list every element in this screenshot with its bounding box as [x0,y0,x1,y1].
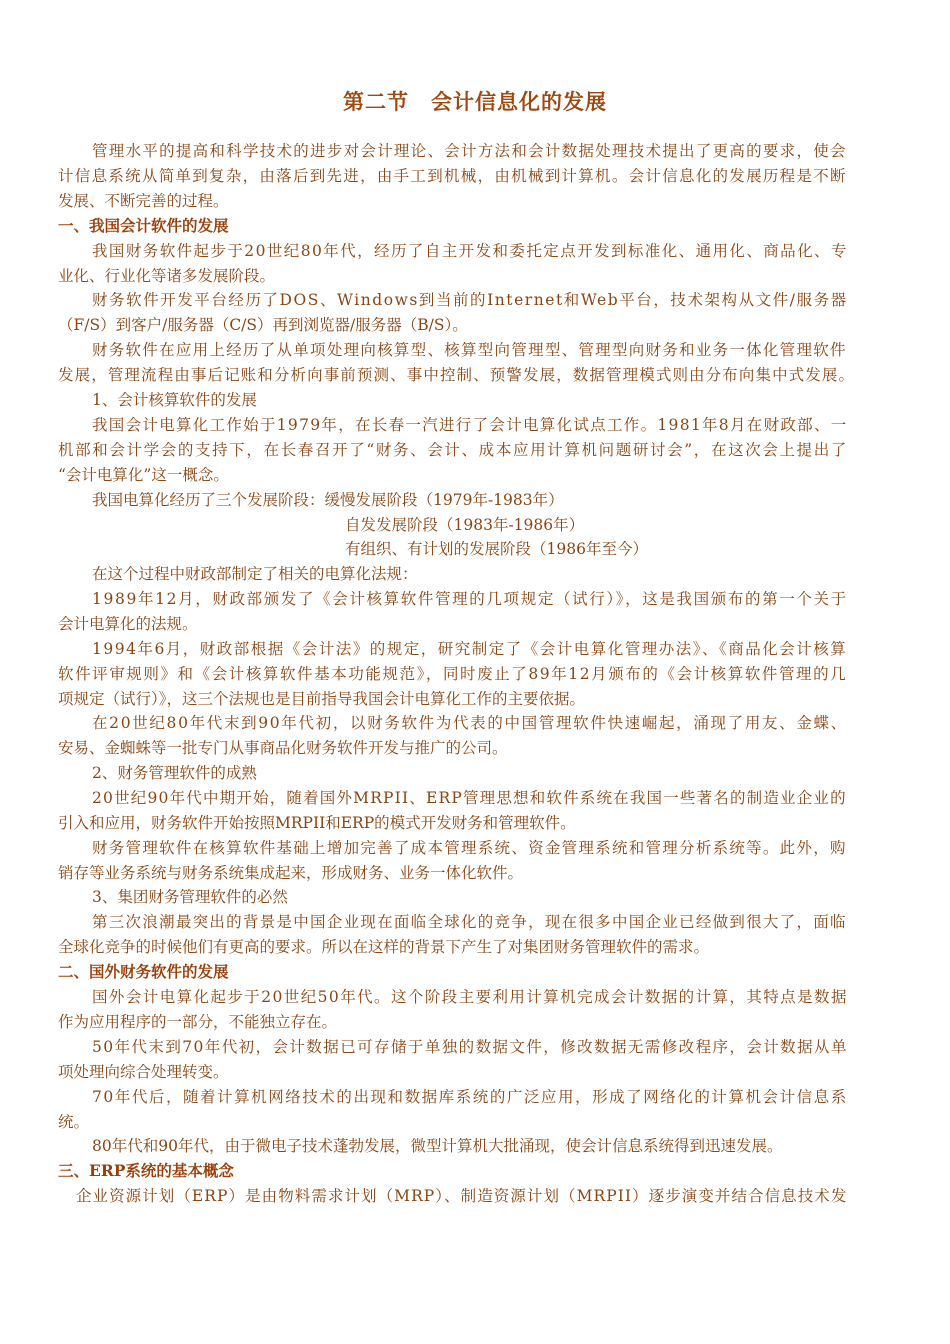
text-line: 1989年12月，财政部颁发了《会计核算软件管理的几项规定（试行）》，这是我国颁布的第一个关于 [92,590,848,608]
text-line: 我国电算化经历了三个发展阶段：缓慢发展阶段（1979年-1983年） [92,491,564,509]
text-line: 业化、行业化等诸多发展阶段。 [58,267,276,285]
text-line: 销存等业务系统与财务系统集成起来，形成财务、业务一体化软件。 [58,864,524,882]
text-line: 在20世纪80年代末到90年代初，以财务软件为代表的中国管理软件快速崛起，涌现了用友、金蝶、 [92,714,848,732]
section-heading: 三、ERP系统的基本概念 [58,1161,234,1180]
text-line: 引入和应用，财务软件开始按照MRPII和ERP的模式开发财务和管理软件。 [58,814,576,832]
text-line: “会计电算化”这一概念。 [58,466,229,484]
text-line: 财务软件在应用上经历了从单项处理向核算型、核算型向管理型、管理型向财务和业务一体化管理软件 [92,341,847,359]
section-heading: 二、国外财务软件的发展 [58,962,229,981]
text-line: 发展、不断完善的过程。 [58,192,229,210]
text-line: 全球化竞争的时候他们有更高的要求。所以在这样的背景下产生了对集团财务管理软件的需求。 [58,938,710,956]
text-line: 80年代和90年代，由于微电子技术蓬勃发展，微型计算机大批涌现，使会计信息系统得到迅速发展。 [92,1137,783,1155]
text-line: 70年代后，随着计算机网络技术的出现和数据库系统的广泛应用，形成了网络化的计算机会计信息系 [92,1088,848,1106]
text-line: 财务管理软件在核算软件基础上增加完善了成本管理系统、资金管理系统和管理分析系统等。此外，购 [92,839,847,857]
text-line: 企业资源计划（ERP）是由物料需求计划（MRP）、制造资源计划（MRPII）逐步演变并结合信息技术发 [76,1187,848,1205]
text-line: 在这个过程中财政部制定了相关的电算化法规： [92,565,418,583]
text-line: 自发发展阶段（1983年-1986年） [345,516,585,534]
text-line: 国外会计电算化起步于20世纪50年代。这个阶段主要利用计算机完成会计数据的计算，其特点是数据 [92,988,848,1006]
text-line: 50年代末到70年代初，会计数据已可存储于单独的数据文件，修改数据无需修改程序，会计数据从单 [92,1038,848,1056]
text-line: 1994年6月，财政部根据《会计法》的规定，研究制定了《会计电算化管理办法》、《商品化会计核算 [92,640,848,658]
text-line: 我国财务软件起步于20世纪80年代，经历了自主开发和委托定点开发到标准化、通用化、商品化、专 [92,242,848,260]
text-line: 发展，管理流程由事后记账和分析向事前预测、事中控制、预警发展，数据管理模式则由分布向集中式发展。 [58,366,856,384]
text-line: 财务软件开发平台经历了DOS、Windows到当前的Internet和Web平台，技术架构从文件/服务器 [92,291,848,309]
text-line: （F/S）到客户/服务器（C/S）再到浏览器/服务器（B/S）。 [58,316,468,334]
text-line: 软件评审规则》和《会计核算软件基本功能规范》，同时废止了89年12月颁布的《会计核算软件管理的几 [58,665,848,683]
text-line: 机部和会计学会的支持下，在长春召开了“财务、会计、成本应用计算机问题研讨会”，在这次会上提出了 [58,441,848,459]
text-line: 2、财务管理软件的成熟 [92,764,257,782]
text-line: 统。 [58,1113,90,1131]
text-line: 项处理向综合处理转变。 [58,1063,229,1081]
section-heading: 一、我国会计软件的发展 [58,216,229,235]
page-title: 第二节 会计信息化的发展 [343,89,607,114]
text-line: 管理水平的提高和科学技术的进步对会计理论、会计方法和会计数据处理技术提出了更高的要求，使会 [92,142,847,160]
text-line: 安易、金蜘蛛等一批专门从事商品化财务软件开发与推广的公司。 [58,739,508,757]
text-line: 第三次浪潮最突出的背景是中国企业现在面临全球化的竞争，现在很多中国企业已经做到很大了，面临 [92,913,847,931]
text-line: 会计电算化的法规。 [58,615,198,633]
text-line: 计信息系统从简单到复杂，由落后到先进，由手工到机械，由机械到计算机。会计信息化的发展历程是不断 [58,167,847,185]
text-line: 项规定（试行）》，这三个法规也是目前指导我国会计电算化工作的主要依据。 [58,690,586,708]
text-line: 有组织、有计划的发展阶段（1986年至今） [345,540,648,558]
text-line: 20世纪90年代中期开始，随着国外MRPII、ERP管理思想和软件系统在我国一些著名的制造业企业的 [92,789,847,807]
text-line: 1、会计核算软件的发展 [92,391,257,409]
text-line: 3、集团财务管理软件的必然 [92,888,288,906]
text-line: 我国会计电算化工作始于1979年，在长春一汽进行了会计电算化试点工作。1981年8月在财政部、一 [92,416,848,434]
text-line: 作为应用程序的一部分，不能独立存在。 [58,1013,338,1031]
